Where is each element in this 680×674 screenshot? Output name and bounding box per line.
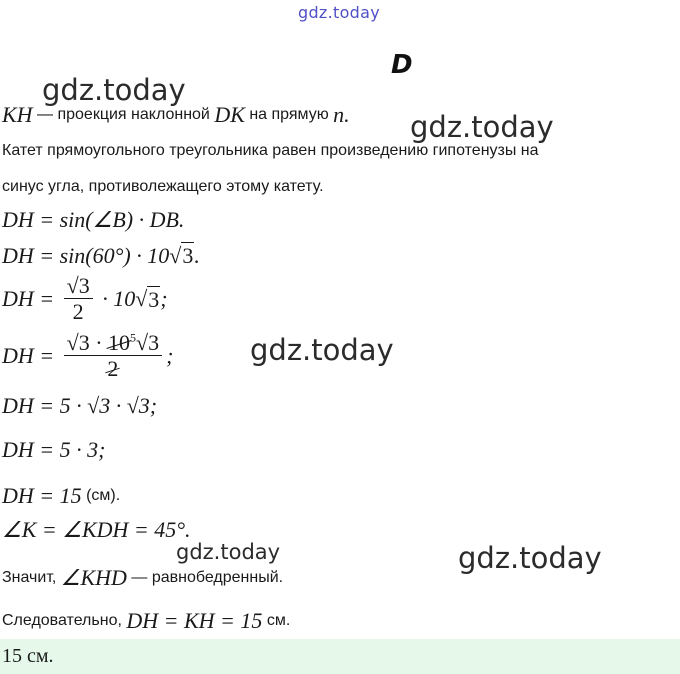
equation-4-lhs: DH =	[2, 343, 60, 369]
equation-4	[2, 331, 173, 381]
watermark-3: gdz.today	[250, 333, 394, 367]
text-projection: — проекция наклонной	[32, 106, 215, 123]
math-dh-kh: DH = KH = 15	[126, 608, 263, 633]
answer-bar	[0, 639, 680, 674]
fraction-numerator: √3	[64, 274, 93, 299]
fraction-numerator	[64, 331, 162, 356]
denominator-cancelled-2: 2	[107, 356, 119, 382]
equation-3-radicand: 3	[148, 286, 160, 312]
watermark-4: gdz.today	[176, 540, 281, 564]
math-kh: KH	[2, 102, 33, 127]
rule-line-1: Катет прямоугольного треугольника равен произведению гипотенузы на	[2, 142, 539, 159]
math-angle-khd: ∠KHD	[60, 565, 127, 590]
equation-4-fraction	[64, 331, 162, 381]
equation-2-radicand: 3	[182, 243, 194, 268]
equation-2-lhs: DH = sin(60°) · 10	[2, 242, 170, 268]
equation-7	[2, 483, 120, 509]
equation-2-end: .	[194, 242, 200, 268]
numerator-cancelled-10: 10	[108, 330, 131, 355]
equation-6: DH = 5 · 3;	[2, 437, 106, 462]
equation-2	[2, 242, 200, 269]
watermark-2: gdz.today	[410, 110, 554, 144]
fraction-denominator: 2	[72, 299, 84, 325]
equation-3-lhs: DH =	[2, 286, 60, 312]
numerator-part-a: √3 ·	[66, 330, 109, 355]
equation-7-math: DH = 15	[2, 483, 82, 508]
math-dk: DK	[214, 102, 245, 127]
equation-5: DH = 5 · √3 · √3;	[2, 393, 158, 418]
equation-3	[2, 274, 168, 324]
text-cm: см.	[262, 612, 291, 629]
equation-7-unit: (см).	[81, 487, 121, 504]
equation-8: ∠K = ∠KDH = 45°.	[2, 517, 191, 542]
watermark-top: gdz.today	[298, 3, 380, 22]
rule-line-2: синус угла, противолежащего этому катету.	[2, 178, 324, 195]
text-isosceles: — равнобедренный.	[126, 569, 284, 586]
text-consequently: Следовательно,	[2, 612, 127, 629]
equation-3-rest: · 10	[96, 286, 136, 312]
text-on-line: на прямую	[244, 106, 334, 123]
projection-statement	[2, 102, 350, 128]
equation-3-end: ;	[160, 286, 168, 312]
watermark-5: gdz.today	[458, 541, 602, 575]
equation-3-fraction	[64, 274, 93, 324]
numerator-part-c: √3	[136, 330, 160, 355]
answer-text: 15 см.	[2, 645, 54, 667]
figure-letter-d: D	[391, 50, 413, 80]
isosceles-statement	[2, 565, 283, 591]
sqrt-sign: √	[135, 286, 148, 312]
equation-4-end: ;	[166, 343, 174, 369]
watermark-1: gdz.today	[42, 73, 186, 107]
equation-1: DH = sin(∠B) · DB.	[2, 207, 185, 232]
numerator-sup-5: 5	[130, 330, 137, 345]
sqrt-sign: √	[169, 242, 182, 268]
text-therefore: Значит,	[2, 569, 61, 586]
math-n: n.	[333, 102, 350, 127]
conclusion-statement	[2, 608, 290, 634]
fraction-denominator	[107, 356, 118, 381]
